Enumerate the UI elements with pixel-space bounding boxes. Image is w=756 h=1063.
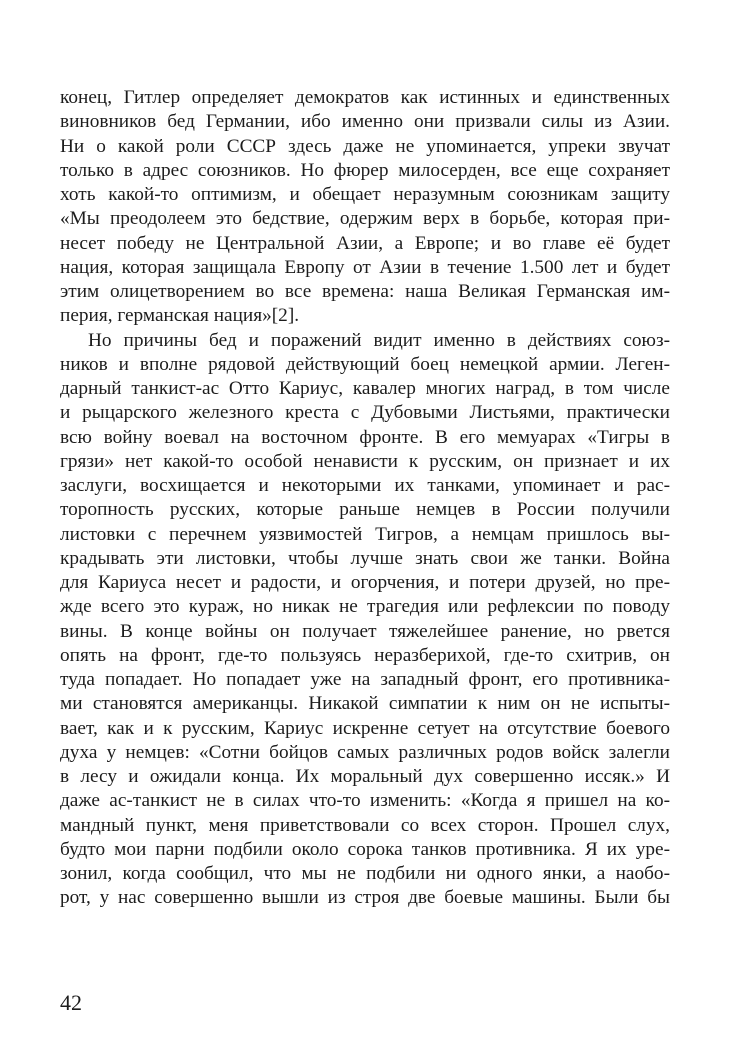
text-line: Но причины бед и поражений видит именно в действиях союз- bbox=[88, 329, 670, 351]
text-line: перия, германская нация»[2]. bbox=[60, 305, 300, 327]
text-line: этим олицетворением во все времена: наша Великая Германская им- bbox=[60, 281, 670, 302]
text-line: ников и вполне рядовой действующий боец немецкой армии. Леген- bbox=[60, 353, 670, 375]
text-line: торопность русских, которые раньше немцев в России получили bbox=[60, 499, 670, 521]
text-line: опять на фронт, где-то пользуясь неразберихой, где-то схитрив, он bbox=[60, 644, 670, 666]
text-line: для Кариуса несет и радости, и огорчения, и потери друзей, но пре- bbox=[60, 572, 670, 593]
text-line: дарный танкист-ас Отто Кариус, кавалер многих наград, в том числе bbox=[60, 378, 670, 399]
text-line: духа у немцев: «Сотни бойцов самых различных родов войск залегли bbox=[60, 741, 670, 763]
text-line: грязи» нет какой-то особой ненависти к русским, он признает и их bbox=[60, 450, 670, 472]
paragraph bbox=[60, 329, 670, 911]
text-line: рот, у нас совершенно вышли из строя две боевые машины. Были бы bbox=[60, 887, 670, 909]
text-line: вает, как и к русским, Кариус искренне сетует на отсутствие боевого bbox=[60, 717, 670, 739]
body-text bbox=[60, 86, 670, 911]
text-line: нация, которая защищала Европу от Азии в течение 1.500 лет и будет bbox=[60, 256, 670, 278]
text-line: будто мои парни подбили около сорока танков противника. Я их уре- bbox=[60, 838, 670, 860]
text-line: и рыцарского железного креста с Дубовыми Листьями, практически bbox=[60, 402, 670, 424]
text-line: всю войну воевал на восточном фронте. В его мемуарах «Тигры в bbox=[60, 426, 670, 448]
text-line: заслуги, восхищается и некоторыми их танками, упоминает и рас- bbox=[60, 475, 670, 496]
text-line: вины. В конце войны он получает тяжелейшее ранение, но рвется bbox=[60, 620, 670, 642]
text-line: листовки с перечнем уязвимостей Тигров, а немцам пришлось вы- bbox=[60, 523, 670, 545]
text-line: туда попадает. Но попадает уже на западный фронт, его противника- bbox=[60, 669, 670, 690]
text-line: хоть какой-то оптимизм, и обещает неразумным союзникам защиту bbox=[60, 184, 670, 205]
text-line: конец, Гитлер определяет демократов как истинных и единственных bbox=[60, 87, 670, 108]
text-line: мандный пункт, меня приветствовали со всех сторон. Прошел слух, bbox=[60, 814, 670, 836]
text-line: жде всего это кураж, но никак не трагедия или рефлексии по поводу bbox=[60, 596, 670, 618]
text-line: «Мы преодолеем это бедствие, одержим верх в борьбе, которая при- bbox=[60, 208, 670, 230]
text-line: в лесу и ожидали конца. Их моральный дух совершенно иссяк.» И bbox=[60, 766, 670, 787]
page-number: 42 bbox=[60, 990, 82, 1015]
text-line: зонил, когда сообщил, что мы не подбили ни одного янки, а наобо- bbox=[60, 863, 670, 884]
text-line: крадывать эти листовки, чтобы лучше знать свои же танки. Война bbox=[60, 547, 670, 569]
text-line: ми становятся американцы. Никакой симпатии к ним он не испыты- bbox=[60, 693, 670, 715]
paragraph bbox=[60, 86, 670, 329]
text-line: Ни о какой роли СССР здесь даже не упоминается, упреки звучат bbox=[60, 135, 670, 157]
text-line: виновников бед Германии, ибо именно они призвали силы из Азии. bbox=[60, 111, 670, 133]
text-line: даже ас-танкист не в силах что-то изменить: «Когда я пришел на ко- bbox=[60, 790, 670, 812]
text-line: несет победу не Центральной Азии, а Европе; и во главе её будет bbox=[60, 232, 670, 254]
text-line: только в адрес союзников. Но фюрер милосерден, все еще сохраняет bbox=[60, 159, 670, 181]
